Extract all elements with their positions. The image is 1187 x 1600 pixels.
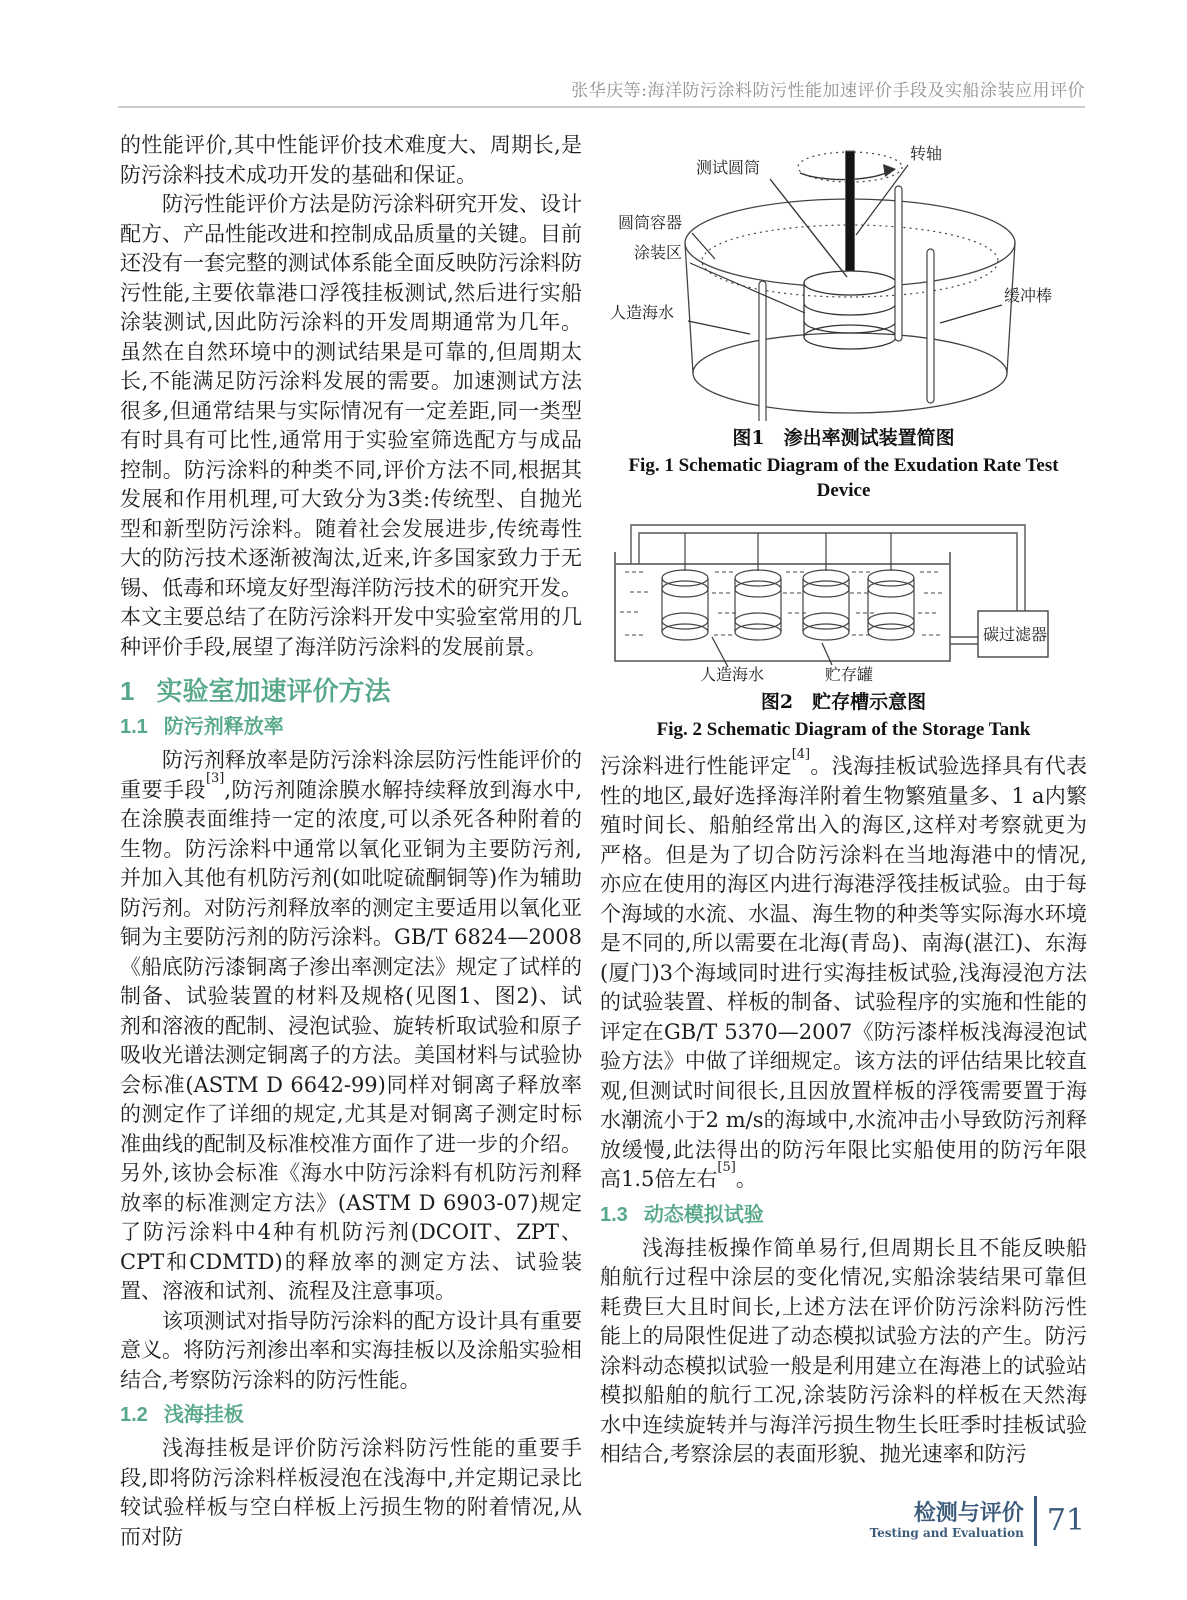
- section-number: 1.3: [600, 1203, 628, 1226]
- left-column: [120, 131, 582, 1552]
- pipe-inner: [639, 533, 1017, 611]
- test-cylinder-bottom: [804, 325, 896, 349]
- paragraph-continuation: 的性能评价,其中性能评价技术难度大、周期长,是防污涂料技术成功开发的基础和保证。: [120, 133, 582, 187]
- header-rule: [118, 106, 1085, 108]
- fig2-caption-zh: 图2 贮存槽示意图: [760, 691, 927, 713]
- storage-can-stacks: [662, 533, 914, 640]
- paragraph-shallow-sea-continued: 污涂料进行性能评定[4]。浅海挂板试验选择具有代表性的地区,最好选择海洋附着生物繁殖量多、1 a内繁殖时间长、船舶经常出入的海区,这样对考察就更为严格。但是为了切合防污涂料在当地海港中的情况,亦应在使用的海区内进行海港浮筏挂板试验。由于每个海域的水流、水温、海生物的种类等实际海水环境是不同的,所以需要在北海(青岛)、南海(湛江)、东海(厦门)3个海域同时进行实海挂板试验,浅海浸泡方法的试验装置、样板的制备、试验程序的实施和性能的评定在GB/T 5370—2007《防污漆样板浅海浸泡试验方法》中做了详细规定。该方法的评估结果比较直观,但测试时间很长,且因放置样板的浮筏需要置于海水潮流小于2 m/s的海域中,水流冲击小导致防污剂释放缓慢,此法得出的防污年限比实船使用的防污年限高1.5倍左右[5]。: [600, 747, 1088, 1191]
- rotation-arrowhead: [883, 164, 896, 177]
- footer-divider: [1034, 1496, 1037, 1546]
- section-title: 浅海挂板: [163, 1404, 244, 1427]
- section-title: 实验室加速评价方法: [156, 676, 391, 706]
- section-number: 1.2: [120, 1404, 148, 1427]
- buffer-rod-right: [927, 249, 934, 403]
- fig1-label-coating-area: 涂装区: [634, 243, 683, 262]
- fig1-diagram: [600, 131, 1087, 421]
- footer-journal-zh: 检测与评价: [913, 1500, 1024, 1525]
- fig1-label-container: 圆筒容器: [618, 213, 683, 232]
- paragraph-intro: 防污性能评价方法是防污涂料研究开发、设计配方、产品性能改进和控制成品质量的关键。目前还没有一套完整的测试体系能全面反映防污涂料防污性能,主要依靠港口浮筏挂板测试,然后进行实船涂装测试,因此防污涂料的开发周期通常为几年。虽然在自然环境中的测试结果是可靠的,但周期太长,不能满足防污涂料发展的需要。加速测试方法很多,但通常结果与实际情况有一定差距,同一类型有时具有可比性,通常用于实验室筛选配方与成品控制。防污涂料的种类不同,评价方法不同,根据其发展和作用机理,可大致分为3类:传统型、自抛光型和新型防污涂料。随着社会发展进步,传统毒性大的防污技术逐渐被淘汰,近来,许多国家致力于无锡、低毒和环境友好型海洋防污技术的研究开发。本文主要总结了在防污涂料开发中实验室常用的几种评价手段,展望了海洋防污涂料的发展前景。: [120, 192, 582, 659]
- fig1-caption-en: Fig. 1 Schematic Diagram of the Exudation Rate Test Device: [628, 455, 1059, 501]
- footer-journal-en: Testing and Evaluation: [869, 1526, 1024, 1540]
- section-heading-1-3: [600, 1203, 1087, 1228]
- fig2-caption-en: Fig. 2 Schematic Diagram of the Storage Tank: [656, 719, 1031, 740]
- fig1-label-buffer-rod: 缓冲棒: [1004, 286, 1053, 305]
- right-column: [600, 131, 1087, 1470]
- paragraph-dynamic-simulation: 浅海挂板操作简单易行,但周期长且不能反映船舶航行过程中涂层的变化情况,实船涂装结果可靠但耗费巨大且时间长,上述方法在评价防污涂料防污性能上的局限性促进了动态模拟试验方法的产生。防污涂料动态模拟试验一般是利用建立在海港上的试验站模拟船舶的航行工况,涂装防污涂料的样板在天然海水中连续旋转并与海洋污损生物生长旺季时挂板试验相结合,考察涂层的表面形貌、抛光速率和防污: [600, 1235, 1087, 1466]
- paragraph-significance: 该项测试对指导防污涂料的配方设计具有重要意义。将防污剂渗出率和实海挂板以及涂船实验相结合,考察防污涂料的防污性能。: [120, 1308, 582, 1392]
- fig1-caption-zh: 图1 渗出率测试装置简图: [732, 427, 955, 449]
- pipe-outer: [631, 525, 1025, 611]
- paragraph-release-rate: 防污剂释放率是防污涂料涂层防污性能评价的重要手段[3],防污剂随涂膜水解持续释放到海水中,在涂膜表面维持一定的浓度,可以杀死各种附着的生物。防污涂料中通常以氧化亚铜为主要防污剂,并加入其他有机防污剂(如吡啶硫酮铜等)作为辅助防污剂。对防污剂释放率的测定主要适用以氧化亚铜为主要防污剂的防污涂料。GB/T 6824—2008《船底防污漆铜离子渗出率测定法》规定了试样的制备、试验装置的材料及规格(见图1、图2)、试剂和溶液的配制、浸泡试验、旋转析取试验和原子吸收光谱法测定铜离子的方法。美国材料与试验协会标准(ASTM D 6642-99)同样对铜离子释放率的测定作了详细的规定,尤其是对铜离子测定时标准曲线的配制及标准校准方面作了进一步的介绍。另外,该协会标准《海水中防污涂料有机防污剂释放率的标准测定方法》(ASTM D 6903-07)规定了防污涂料中4种有机防污剂(DCOIT、ZPT、CPT和CDMTD)的释放率的测定方法、试验装置、溶液和试剂、流程及注意事项。: [120, 748, 582, 1304]
- page-header-title: 张华庆等:海洋防污涂料防污性能加速评价手段及实船涂装应用评价: [571, 81, 1085, 101]
- fig2-label-carbon-filter: 碳过滤器: [983, 625, 1048, 644]
- fig1-label-shaft: 转轴: [910, 144, 943, 163]
- tank-outline: [615, 552, 950, 661]
- section-number: 1.1: [120, 716, 148, 739]
- fig1-label-test-cylinder: 测试圆筒: [696, 158, 761, 177]
- shaft-rod: [846, 151, 855, 291]
- footer-page-number: 71: [1046, 1503, 1085, 1538]
- fig1-label-artificial-seawater: 人造海水: [610, 303, 675, 322]
- section-number: 1: [120, 676, 135, 706]
- section-heading-1-1: [120, 715, 582, 740]
- page-footer: [840, 1496, 1085, 1546]
- fig2-diagram: [600, 515, 1087, 685]
- section-heading-1-2: [120, 1403, 582, 1428]
- rotation-arrow: [800, 172, 888, 180]
- section-title: 动态模拟试验: [643, 1203, 764, 1226]
- container-bottom: [693, 333, 1007, 413]
- fig2-label-artificial-seawater: 人造海水: [700, 665, 765, 684]
- paragraph-shallow-sea-panel: 浅海挂板是评价防污涂料防污性能的重要手段,即将防污涂料样板浸泡在浅海中,并定期记录比较试验样板与空白样板上污损生物的附着情况,从而对防: [120, 1436, 582, 1549]
- buffer-rod-middle: [895, 186, 902, 341]
- section-heading-1: [120, 676, 582, 707]
- buffer-rod-left: [759, 281, 766, 421]
- fig2-label-storage-tank: 贮存罐: [825, 665, 874, 684]
- journal-name: [870, 1501, 1024, 1541]
- section-title: 防污剂释放率: [163, 716, 284, 739]
